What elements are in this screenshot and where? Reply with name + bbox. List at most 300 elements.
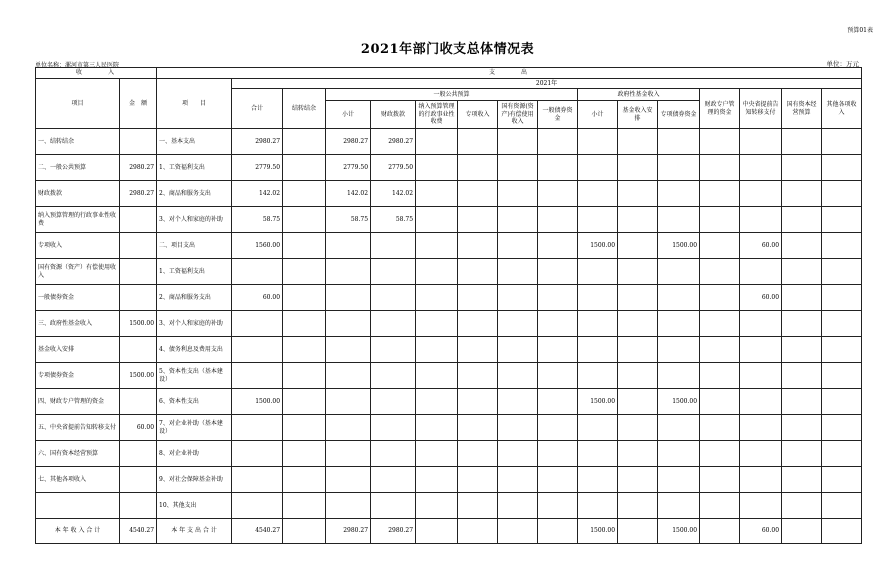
- asset-cell: [498, 285, 538, 311]
- special-bond-cell: [658, 259, 700, 285]
- carryover-cell: [283, 519, 326, 544]
- capital-cell: [782, 207, 822, 233]
- expense-item: 二、项目支出: [157, 233, 232, 259]
- expense-item: 3、对个人和家庭的补助: [157, 311, 232, 337]
- asset-cell: [498, 233, 538, 259]
- special-cell: [458, 129, 498, 155]
- asset-cell: [498, 415, 538, 441]
- fee-cell: [416, 181, 458, 207]
- other-cell: [822, 441, 862, 467]
- income-amount: [120, 467, 157, 493]
- other-cell: [822, 337, 862, 363]
- subtotal-cell: 2980.27: [326, 519, 371, 544]
- unit-label: 单位：万元: [826, 60, 859, 68]
- fiscal-cell: 2779.50: [371, 155, 416, 181]
- special-cell: [458, 519, 498, 544]
- fund-cell: [618, 233, 658, 259]
- fiscal-cell: [371, 441, 416, 467]
- asset-cell: [498, 363, 538, 389]
- fee-cell: [416, 311, 458, 337]
- gov-subtotal-cell: [578, 181, 618, 207]
- other-cell: [822, 519, 862, 544]
- income-amount: [120, 337, 157, 363]
- account-cell: [700, 155, 740, 181]
- special-bond-cell: [658, 467, 700, 493]
- central-cell: [740, 441, 782, 467]
- col-fiscal-account: 财政专户管理的资金: [700, 89, 740, 129]
- fiscal-cell: [371, 285, 416, 311]
- capital-cell: [782, 337, 822, 363]
- income-item: 一般债券资金: [36, 285, 120, 311]
- subtotal-cell: 58.75: [326, 207, 371, 233]
- table-row: [36, 363, 862, 389]
- asset-cell: [498, 493, 538, 519]
- capital-cell: [782, 493, 822, 519]
- other-cell: [822, 181, 862, 207]
- income-amount: [120, 233, 157, 259]
- col-special-income: 专项收入: [458, 101, 498, 129]
- bond-cell: [538, 493, 578, 519]
- income-amount: 1500.00: [120, 363, 157, 389]
- income-amount: [120, 441, 157, 467]
- special-cell: [458, 155, 498, 181]
- other-cell: [822, 129, 862, 155]
- gov-subtotal-cell: 1500.00: [578, 519, 618, 544]
- gov-subtotal-cell: [578, 155, 618, 181]
- other-cell: [822, 363, 862, 389]
- total-cell: [232, 415, 283, 441]
- bond-cell: [538, 233, 578, 259]
- table-row: [36, 493, 862, 519]
- special-bond-cell: [658, 181, 700, 207]
- income-item: 基金收入安排: [36, 337, 120, 363]
- gov-subtotal-cell: [578, 259, 618, 285]
- income-item: 专项收入: [36, 233, 120, 259]
- table-row: [36, 259, 862, 285]
- special-bond-cell: [658, 129, 700, 155]
- fee-cell: [416, 155, 458, 181]
- subtotal-cell: [326, 389, 371, 415]
- carryover-cell: [283, 363, 326, 389]
- other-cell: [822, 415, 862, 441]
- fiscal-cell: 2980.27: [371, 519, 416, 544]
- fee-cell: [416, 519, 458, 544]
- bond-cell: [538, 207, 578, 233]
- fiscal-cell: [371, 467, 416, 493]
- fiscal-cell: [371, 363, 416, 389]
- col-state-asset: 国有资源(资产)有偿使用收入: [498, 101, 538, 129]
- central-cell: 60.00: [740, 285, 782, 311]
- special-bond-cell: [658, 285, 700, 311]
- income-item: 六、国有资本经营预算: [36, 441, 120, 467]
- income-item: 五、中央省提前告知转移支付: [36, 415, 120, 441]
- page-title: 2021年部门收支总体情况表: [360, 42, 535, 57]
- fund-cell: [618, 519, 658, 544]
- income-item: 本 年 收 入 合 计: [36, 519, 120, 544]
- gov-subtotal-cell: [578, 311, 618, 337]
- expense-item: 2、商品和服务支出: [157, 285, 232, 311]
- fiscal-cell: 58.75: [371, 207, 416, 233]
- central-cell: [740, 259, 782, 285]
- income-item: [36, 493, 120, 519]
- carryover-cell: [283, 285, 326, 311]
- total-cell: [232, 311, 283, 337]
- subtotal-cell: 2980.27: [326, 129, 371, 155]
- capital-cell: [782, 129, 822, 155]
- special-cell: [458, 259, 498, 285]
- other-cell: [822, 207, 862, 233]
- subtotal-cell: 2779.50: [326, 155, 371, 181]
- carryover-cell: [283, 259, 326, 285]
- subtotal-cell: [326, 259, 371, 285]
- bond-cell: [538, 311, 578, 337]
- total-cell: [232, 493, 283, 519]
- income-amount: [120, 389, 157, 415]
- total-cell: 60.00: [232, 285, 283, 311]
- table-row: [36, 155, 862, 181]
- special-cell: [458, 233, 498, 259]
- carryover-cell: [283, 389, 326, 415]
- carryover-cell: [283, 311, 326, 337]
- fund-cell: [618, 259, 658, 285]
- expense-item: 2、商品和服务支出: [157, 181, 232, 207]
- col-other-income: 其他各项收入: [822, 89, 862, 129]
- carryover-cell: [283, 155, 326, 181]
- asset-cell: [498, 519, 538, 544]
- table-row: [36, 415, 862, 441]
- fiscal-cell: [371, 493, 416, 519]
- account-cell: [700, 233, 740, 259]
- total-cell: 58.75: [232, 207, 283, 233]
- fund-cell: [618, 415, 658, 441]
- expense-item: 3、对个人和家庭的补助: [157, 207, 232, 233]
- special-bond-cell: [658, 207, 700, 233]
- capital-cell: [782, 389, 822, 415]
- income-amount: 1500.00: [120, 311, 157, 337]
- fee-cell: [416, 467, 458, 493]
- capital-cell: [782, 519, 822, 544]
- income-amount: [120, 285, 157, 311]
- col-fund-arrange: 基金收入安排: [618, 101, 658, 129]
- special-bond-cell: 1500.00: [658, 233, 700, 259]
- bond-cell: [538, 363, 578, 389]
- fiscal-cell: [371, 259, 416, 285]
- central-cell: [740, 415, 782, 441]
- carryover-cell: [283, 441, 326, 467]
- income-amount: [120, 207, 157, 233]
- subtotal-cell: [326, 337, 371, 363]
- special-bond-cell: [658, 493, 700, 519]
- col-amount: 金 额: [120, 79, 157, 129]
- table-row: [36, 389, 862, 415]
- form-number: 预算01表: [847, 27, 873, 34]
- col-year: 2021年: [232, 79, 862, 89]
- fund-cell: [618, 493, 658, 519]
- subtotal-cell: [326, 415, 371, 441]
- asset-cell: [498, 181, 538, 207]
- carryover-cell: [283, 415, 326, 441]
- income-item: 纳入预算管理的行政事业性收费: [36, 207, 120, 233]
- income-item: 专项债券资金: [36, 363, 120, 389]
- col-central-transfer: 中央省提前告知转移支付: [740, 89, 782, 129]
- table-row: [36, 233, 862, 259]
- total-cell: [232, 441, 283, 467]
- asset-cell: [498, 311, 538, 337]
- expense-item: 本 年 支 出 合 计: [157, 519, 232, 544]
- special-bond-cell: 1500.00: [658, 389, 700, 415]
- capital-cell: [782, 311, 822, 337]
- central-cell: [740, 207, 782, 233]
- fee-cell: [416, 389, 458, 415]
- total-cell: 4540.27: [232, 519, 283, 544]
- other-cell: [822, 259, 862, 285]
- subtotal-cell: [326, 441, 371, 467]
- special-bond-cell: 1500.00: [658, 519, 700, 544]
- special-cell: [458, 389, 498, 415]
- table-row: [36, 207, 862, 233]
- bond-cell: [538, 519, 578, 544]
- fee-cell: [416, 493, 458, 519]
- other-cell: [822, 467, 862, 493]
- central-cell: [740, 155, 782, 181]
- total-cell: [232, 337, 283, 363]
- total-cell: 2980.27: [232, 129, 283, 155]
- expense-header: 支 出: [157, 68, 862, 79]
- fiscal-cell: [371, 415, 416, 441]
- total-cell: 1560.00: [232, 233, 283, 259]
- income-amount: 2980.27: [120, 181, 157, 207]
- income-amount: [120, 129, 157, 155]
- bond-cell: [538, 259, 578, 285]
- budget-table: [35, 67, 862, 544]
- asset-cell: [498, 441, 538, 467]
- col-exp-item: 项 目: [157, 79, 232, 129]
- table-row: [36, 441, 862, 467]
- fee-cell: [416, 441, 458, 467]
- bond-cell: [538, 285, 578, 311]
- gov-subtotal-cell: [578, 467, 618, 493]
- central-cell: [740, 363, 782, 389]
- special-bond-cell: [658, 311, 700, 337]
- subtotal-cell: [326, 311, 371, 337]
- income-amount: 60.00: [120, 415, 157, 441]
- account-cell: [700, 415, 740, 441]
- carryover-cell: [283, 181, 326, 207]
- fee-cell: [416, 129, 458, 155]
- col-subtotal: 小计: [326, 101, 371, 129]
- capital-cell: [782, 441, 822, 467]
- capital-cell: [782, 415, 822, 441]
- special-cell: [458, 337, 498, 363]
- central-cell: 60.00: [740, 233, 782, 259]
- central-cell: [740, 493, 782, 519]
- capital-cell: [782, 181, 822, 207]
- fund-cell: [618, 389, 658, 415]
- fee-cell: [416, 233, 458, 259]
- fund-cell: [618, 129, 658, 155]
- expense-item: 1、工资福利支出: [157, 155, 232, 181]
- gov-subtotal-cell: [578, 207, 618, 233]
- income-item: 二、一般公共预算: [36, 155, 120, 181]
- asset-cell: [498, 155, 538, 181]
- carryover-cell: [283, 207, 326, 233]
- expense-item: 1、工资福利支出: [157, 259, 232, 285]
- account-cell: [700, 441, 740, 467]
- subtotal-cell: [326, 363, 371, 389]
- fund-cell: [618, 285, 658, 311]
- central-cell: 60.00: [740, 519, 782, 544]
- fund-cell: [618, 363, 658, 389]
- income-item: 财政拨款: [36, 181, 120, 207]
- account-cell: [700, 363, 740, 389]
- col-special-bond: 专项债券资金: [658, 101, 700, 129]
- other-cell: [822, 311, 862, 337]
- gov-subtotal-cell: [578, 441, 618, 467]
- fiscal-cell: [371, 311, 416, 337]
- fund-cell: [618, 467, 658, 493]
- asset-cell: [498, 389, 538, 415]
- special-cell: [458, 311, 498, 337]
- central-cell: [740, 181, 782, 207]
- other-cell: [822, 233, 862, 259]
- special-cell: [458, 441, 498, 467]
- col-item: 项目: [36, 79, 120, 129]
- table-row: [36, 337, 862, 363]
- income-item: 七、其他各项收入: [36, 467, 120, 493]
- expense-item: 4、债务利息及费用支出: [157, 337, 232, 363]
- special-cell: [458, 467, 498, 493]
- special-bond-cell: [658, 363, 700, 389]
- total-cell: [232, 467, 283, 493]
- total-cell: [232, 363, 283, 389]
- account-cell: [700, 493, 740, 519]
- fund-cell: [618, 181, 658, 207]
- bond-cell: [538, 181, 578, 207]
- bond-cell: [538, 389, 578, 415]
- fee-cell: [416, 259, 458, 285]
- income-header: 收 入: [36, 68, 157, 79]
- bond-cell: [538, 129, 578, 155]
- fund-cell: [618, 337, 658, 363]
- income-item: 国有资源（资产）有偿使用收入: [36, 259, 120, 285]
- bond-cell: [538, 337, 578, 363]
- asset-cell: [498, 259, 538, 285]
- fiscal-cell: [371, 337, 416, 363]
- total-cell: [232, 259, 283, 285]
- account-cell: [700, 519, 740, 544]
- income-amount: 2980.27: [120, 155, 157, 181]
- special-cell: [458, 493, 498, 519]
- capital-cell: [782, 285, 822, 311]
- capital-cell: [782, 233, 822, 259]
- fund-cell: [618, 155, 658, 181]
- central-cell: [740, 311, 782, 337]
- special-bond-cell: [658, 441, 700, 467]
- subtotal-cell: [326, 467, 371, 493]
- carryover-cell: [283, 233, 326, 259]
- bond-cell: [538, 467, 578, 493]
- special-cell: [458, 285, 498, 311]
- fund-cell: [618, 207, 658, 233]
- gov-subtotal-cell: 1500.00: [578, 233, 618, 259]
- fund-cell: [618, 441, 658, 467]
- income-amount: [120, 259, 157, 285]
- other-cell: [822, 493, 862, 519]
- central-cell: [740, 467, 782, 493]
- table-row: [36, 467, 862, 493]
- fee-cell: [416, 415, 458, 441]
- central-cell: [740, 129, 782, 155]
- account-cell: [700, 467, 740, 493]
- other-cell: [822, 155, 862, 181]
- bond-cell: [538, 441, 578, 467]
- gov-subtotal-cell: [578, 363, 618, 389]
- central-cell: [740, 337, 782, 363]
- subtotal-cell: [326, 233, 371, 259]
- total-cell: 142.02: [232, 181, 283, 207]
- expense-item: 9、对社会保障基金补助: [157, 467, 232, 493]
- col-state-capital: 国有资本经营预算: [782, 89, 822, 129]
- gov-subtotal-cell: [578, 493, 618, 519]
- fee-cell: [416, 207, 458, 233]
- income-item: 一、结转结余: [36, 129, 120, 155]
- capital-cell: [782, 259, 822, 285]
- account-cell: [700, 129, 740, 155]
- expense-item: 6、资本性支出: [157, 389, 232, 415]
- total-cell: 1500.00: [232, 389, 283, 415]
- col-general-bond: 一般债券资金: [538, 101, 578, 129]
- total-cell: 2779.50: [232, 155, 283, 181]
- unit-name: 单位名称：漯河市第三人民医院: [35, 62, 120, 69]
- account-cell: [700, 389, 740, 415]
- fee-cell: [416, 285, 458, 311]
- fiscal-cell: [371, 389, 416, 415]
- asset-cell: [498, 207, 538, 233]
- expense-item: 5、资本性支出（基本建设）: [157, 363, 232, 389]
- subtotal-cell: 142.02: [326, 181, 371, 207]
- income-amount: 4540.27: [120, 519, 157, 544]
- special-cell: [458, 415, 498, 441]
- fund-cell: [618, 311, 658, 337]
- col-total: 合计: [232, 89, 283, 129]
- account-cell: [700, 259, 740, 285]
- subtotal-cell: [326, 285, 371, 311]
- carryover-cell: [283, 467, 326, 493]
- account-cell: [700, 207, 740, 233]
- other-cell: [822, 285, 862, 311]
- col-general-budget: 一般公共预算: [326, 89, 578, 101]
- special-bond-cell: [658, 415, 700, 441]
- gov-subtotal-cell: [578, 129, 618, 155]
- subtotal-cell: [326, 493, 371, 519]
- fiscal-cell: 2980.27: [371, 129, 416, 155]
- table-row: [36, 311, 862, 337]
- col-admin-fee: 纳入预算管理的行政事业性收费: [416, 101, 458, 129]
- account-cell: [700, 337, 740, 363]
- gov-subtotal-cell: [578, 285, 618, 311]
- asset-cell: [498, 337, 538, 363]
- table-row: [36, 285, 862, 311]
- asset-cell: [498, 129, 538, 155]
- col-fiscal: 财政拨款: [371, 101, 416, 129]
- capital-cell: [782, 363, 822, 389]
- special-bond-cell: [658, 155, 700, 181]
- special-cell: [458, 181, 498, 207]
- gov-subtotal-cell: [578, 415, 618, 441]
- expense-item: 8、对企业补助: [157, 441, 232, 467]
- table-row: [36, 181, 862, 207]
- fee-cell: [416, 363, 458, 389]
